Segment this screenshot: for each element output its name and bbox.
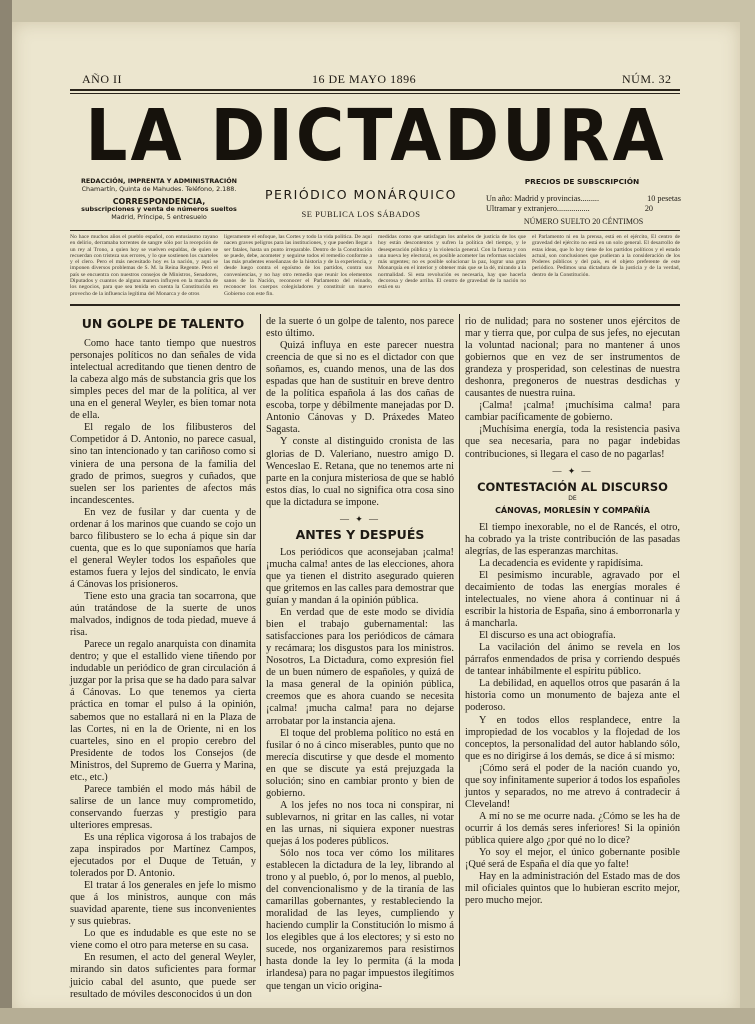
paragraph: Como hace tanto tiempo que nuestros personajes políticos no dan señales de vida intelectual acreditando que tienen dentro de la cabeza algo más de substancia gris que los simples peces del mar de la política, al ver una en el general Weyler, es bien tomar nota de ella. xyxy=(70,338,256,422)
paragraph: de la suerte ó un golpe de talento, nos parece esto último. xyxy=(266,316,454,340)
redaccion-block xyxy=(70,178,248,221)
paragraph: En resumen, el acto del general Weyler, mirando sin datos suficientes para formar juicio cabal del asunto, que puede ser resultado de móviles desconocidos ú un don xyxy=(70,952,256,1000)
redaccion-label: REDACCIÓN, IMPRENTA Y ADMINISTRACIÓN xyxy=(80,177,238,185)
bulletin-col-2: ligeramente el enfoque, las Cortes y todo la vida política. De aquí nacen graves peligros para las instituciones, y que pueden llegar a ser fatales, hasta un punto irreparable. Dentro de la Constitución se puede, debe, acometer y seguirse todos el remedio conforme a las más prudentes enseñanzas de la historia y de la experiencia, y desde luego contra el egoísmo de los partidos, contra sus conveniencias, y no hay otro remedio que reunir los elementos sanos de la Nación, reconocer el Parlamento del reinado, reconocer los cuerpos colegisladores y constituir un nuevo Gobierno con este fin. xyxy=(224,234,372,297)
numero-suelto: NÚMERO SUELTO 20 CÉNTIMOS xyxy=(523,217,644,226)
paragraph: ¡Muchísima energía, toda la resistencia pasiva que sea necesaria, para no pagar indebidas contribuciones, si llegara el caso de no pagarlas! xyxy=(465,424,680,460)
newspaper-page xyxy=(12,22,740,1014)
paragraph: La vacilación del ánimo se revela en los párrafos enmendados de prisa y corriendo después de tantear inhábilmente el espíritu público. xyxy=(465,642,680,678)
paragraph: En verdad que de este modo se dividía bien el trabajo gubernamental: las satisfacciones para los periódicos de cámara y recámara; los disgustos para los ministros. Nosotros, La Dictadura, como expresión fiel de un buen número de españoles, y quizá de la masa general de la opinión pública, creemos que es ahora cuando se necesita ¡calma! ¡mucha calma! para no dejarse arrobatar por la instancia ajena. xyxy=(266,607,454,727)
header-rule xyxy=(70,89,680,91)
article-title-antes-despues: ANTES Y DESPUÉS xyxy=(295,526,425,542)
paragraph: Es una réplica vigorosa á los trabajos de zapa inspirados por Martínez Campos, ejecutados por el Duque de Tetuán, y tolerados por D. Antonio. xyxy=(70,831,256,880)
bulletin-col-1: No hace muchos años el pueblo español, con entusiasmo rayano en delirio, derramaba torrentes de sangre sólo por la recepción de un rey al Trono, a quien hoy se vuelven espaldas, de quien se recuerdan con tristeza sus errores, y lo que sostienen los cuarteles y el clero. Pero el más necesitado hoy es la nación, y aquí se imponen diversos problemas de S. M. la Reina Regente. Pero el país se encuentra con nuestros consejos de Ministros, Senadores, Diputados y cuantos de alguna manera influyen en la marcha de los negocios, para que sea tenida en cuenta la Constitución en provecho de la influencia legítima del Monarca y de otros xyxy=(70,234,218,297)
column-2 xyxy=(266,316,454,992)
paragraph: El pesimismo incurable, agravado por el decaimiento de todas las energías morales é intelectuales, no viene ahora á continuar ni á escribir la historia de España, sino á emborronarla y á mancharla. xyxy=(465,569,680,630)
precios-label: PRECIOS DE SUBSCRIPCIÓN xyxy=(524,177,640,186)
issue-number: NÚM. 32 xyxy=(622,72,672,86)
bulletin-rule-top xyxy=(70,230,680,231)
paragraph: rio de nulidad; para no sostener unos ejércitos de mar y tierra que, por culpa de sus jefes, no ejecutan la voluntad nacional; para no mantener á unos gobiernos que en vez de ser instrumentos de grandeza y prosperidad, son celestinas de nuestra deshonra, pregoneros de nuestras desdichas y causantes de nuestra ruina. xyxy=(465,316,680,400)
column-separator-1 xyxy=(260,314,261,966)
scan-bottom-edge xyxy=(0,1008,755,1024)
bulletin-col-4: el Parlamento ni en la prensa, está en el ejército, El centro de gravedad del ejército no está en un solo general. El desarrollo de estas ideas, que lo hoy tiene de los partidos políticos y el estado actual, son conclusiones que pudieran a la consideración de los Poderes públicos y del país, es el objeto preferente de este periódico. Pedimos una dictadura de la justicia y de la verdad, dentro de la Constitución. xyxy=(532,234,680,278)
paragraph: Quizá influya en este parecer nuestra creencia de que si no es el dictador con que soñamos, es, cuando menos, una de las dos espadas que han de sustituir en breve dentro de la política española á las dos cañas de escoba, torpe y débilmente manejadas por D. Antonio Cánovas y D. Práxedes Mateo Sagasta. xyxy=(266,340,454,436)
paragraph: Los periódicos que aconsejaban ¡calma! ¡mucha calma! antes de las elecciones, ahora que ya tienen el distrito asegurado quieren que gritemos en las calles para demostrar que guían y mandan á la opinión pública. xyxy=(266,546,454,607)
frequency: SE PUBLICA LOS SÁBADOS xyxy=(301,209,421,219)
paragraph: ¡Cómo será el poder de la nación cuando yo, que soy infinitamente superior á todos los españoles juntos y separados, no me atrevo á contradecir á Cleveland! xyxy=(465,762,680,810)
precio-ultramar-label: Ultramar y extranjero................ xyxy=(486,204,590,213)
paragraph: Yo soy el mejor, el único gobernante posible ¡Qué será de España el día que yo falte! xyxy=(465,847,680,871)
precios-table xyxy=(486,194,681,227)
paragraph: El toque del problema político no está en fusilar ó no á cinco miserables, punto que no merecía discutirse y que desde el momento en que se discute ya está prejuzgada la solución; sino en cambiar pronto y bien de gobierno. xyxy=(266,727,454,799)
paragraph: Parece también el modo más hábil de salirse de un lance muy comprometido, conservando fuerzas y prestigio para ulteriores empresas. xyxy=(70,783,256,831)
paragraph: Lo que es indudable es que este no se viene como el otro para meterse en su casa. xyxy=(70,928,256,952)
paragraph: A mí no se me ocurre nada. ¿Cómo se les ha de ocurrir á los demás seres inferiores! Si la opinión pública quiere algo ¿por qué no lo dice? xyxy=(465,810,680,846)
column-3 xyxy=(465,316,680,966)
paragraph: La decadencia es evidente y rapidísima. xyxy=(479,557,644,569)
paragraph: El tiempo inexorable, no el de Rancés, el otro, ha cobrado ya la triste contribución de las pasadas alegrías, de las esperanzas marchitas. xyxy=(465,521,680,557)
article-title-contestacion: CONTESTACIÓN AL DISCURSO xyxy=(477,479,668,494)
paragraph: A los jefes no nos toca ni conspirar, ni sublevarnos, ni gritar en las calles, ni votar en las urnas, ni siquiera exponer nuestras quejas á los poderes públicos. xyxy=(266,799,454,847)
paragraph: El tratar á los generales en jefe lo mismo que á los ministros, aunque con más suavidad aparente, tiene sus inconvenientes y sus quiebras. xyxy=(70,880,256,928)
article-title-golpe: UN GOLPE DE TALENTO xyxy=(81,316,245,331)
paragraph: Y conste al distinguido cronista de las glorias de D. Valeriano, nuestro amigo D. Wenceslao E. Retana, que no tenemos arte ni parte en la conjura misteriosa de que se habló estos días, lo cual no significa otra cosa sino que la dictadura se impone. xyxy=(266,436,454,508)
correspondencia-desc: subscripciones y venta de números sueltos xyxy=(81,205,237,214)
masthead-title: LA DICTADURA xyxy=(85,93,667,178)
article-golpe-de-talento xyxy=(70,316,256,1000)
paragraph: Tiene esto una gracia tan socarrona, que aún tratándose de la suerte de unos malvados, indignos de toda piedad, mueve á risa. xyxy=(70,591,256,639)
precio-ultramar-value: 20 xyxy=(644,204,653,213)
paragraph: Parece un regalo anarquista con dinamita dentro; y que el estallido viene tiñendo por indudable un periódico de gran circulación á juzgar por la prisa que se ha dado para salvar á Cánovas. Lo que tenemos ya cierta práctica en tomar el pulso á la opinión, sabemos que no estallará ni en la Plaza de las Cortes, ni en la de Oriente, ni en los cuarteles, sino en el propio cerebro del Presidente de todos los Consejos (de Ministros, del Supremo de Guerra y Marina, etc., etc.) xyxy=(70,639,256,783)
precio-madrid-label: Un año: Madrid y provincias......... xyxy=(486,194,600,203)
correspondencia-label: CORRESPONDENCIA, xyxy=(112,197,206,207)
scan-binding-edge xyxy=(0,0,12,1024)
paragraph: Sólo nos toca ver cómo los militares establecen la dictadura de la ley, librando al trono y al pueblo, ó, por lo menos, al pueblo, del convencionalismo y de la tiranía de las camarillas gobernantes, y restableciendo la moralidad de las leyes, cumpliendo y haciendo cumplir la Constitución lo mismo á los elegibles que á los electores; y si esto no sucede, nos organizaremos para resistirnos hasta donde la ley lo permita (á la moda irlandesa) para no pagar impuestos ilegítimos que tengan un vicio origina- xyxy=(266,848,454,992)
issue-date: 16 DE MAYO 1896 xyxy=(312,72,417,86)
correspondencia-address: Madrid, Príncipe, 5 entresuelo xyxy=(111,212,207,221)
paragraph: En vez de fusilar y dar cuenta y de ordenar á los marinos que cuando se cojo un barco filibustero se lo echa á pique sin dar cuenta, que es lo que suponíamos que haría el general Weyler todos los españoles que estamos fuera y lejos del sindicato, le envía á Cánovas los prisioneros. xyxy=(70,506,256,590)
ornament-divider: — ✦ — xyxy=(339,513,381,524)
paragraph: Hay en la administración del Estado mas de dos mil oficiales quintos que lo hubieran escrito mejor, pero mucho mejor. xyxy=(465,871,680,907)
issue-year: AÑO II xyxy=(82,72,122,86)
paragraph: El regalo de los filibusteros del Competidor á D. Antonio, no parece casual, sino tan intencionado y tan cariñoso como si viniera de una persona de la familia del grado de primos, suegros y cuñados, que suelen ser los parientes de afectos más incandescentes. xyxy=(70,422,256,506)
subtitle: PERIÓDICO MONÁRQUICO xyxy=(265,187,457,202)
article-subtitle-canovas: CÁNOVAS, MORLESÍN Y COMPAÑÍA xyxy=(495,505,650,515)
paragraph: ¡Calma! ¡calma! ¡muchísima calma! para cambiar pacíficamente de gobierno. xyxy=(465,400,680,424)
paragraph: Y en todos ellos resplandece, entre la impropiedad de los vocablos y la flojedad de los conceptos, la personalidad del autor hablando sólo, que es no dirigirse á los demás, se dice á sí mismo: xyxy=(465,714,680,762)
paragraph: El discurso es una act obiografía. xyxy=(479,630,616,642)
article-title-de: DE xyxy=(568,494,577,502)
bulletin-col-3: medidas como que satisfagan los anhelos de justicia de los que hoy están descontentos y sufren la política del tiempo, y le desesperación pública y la violencia general. Con la fuerza y con una nueva ley electoral, es posible acometer las reformas sociales más urgentes; no es posible solucionar la paz, lograr una gran Monarquía en el interior y obtener más que se la dé, mirando a la normalidad. Si esta revolución es necesaria, hay que hacerla decorosa y desde arriba. El centro de gravedad de la nación no está en su xyxy=(378,234,526,291)
redaccion-address: Chamartín, Quinta de Mahudes. Teléfono, 2.188. xyxy=(81,184,237,193)
ornament-divider: — ✦ — xyxy=(552,465,593,476)
bulletin-rule-bottom xyxy=(70,304,680,306)
precio-madrid-value: 10 pesetas xyxy=(647,194,681,203)
column-separator-2 xyxy=(459,314,460,966)
paragraph: La debilidad, en aquellos otros que pasarán á la historia como un monumento de bajeza ante el poderoso. xyxy=(465,678,680,714)
